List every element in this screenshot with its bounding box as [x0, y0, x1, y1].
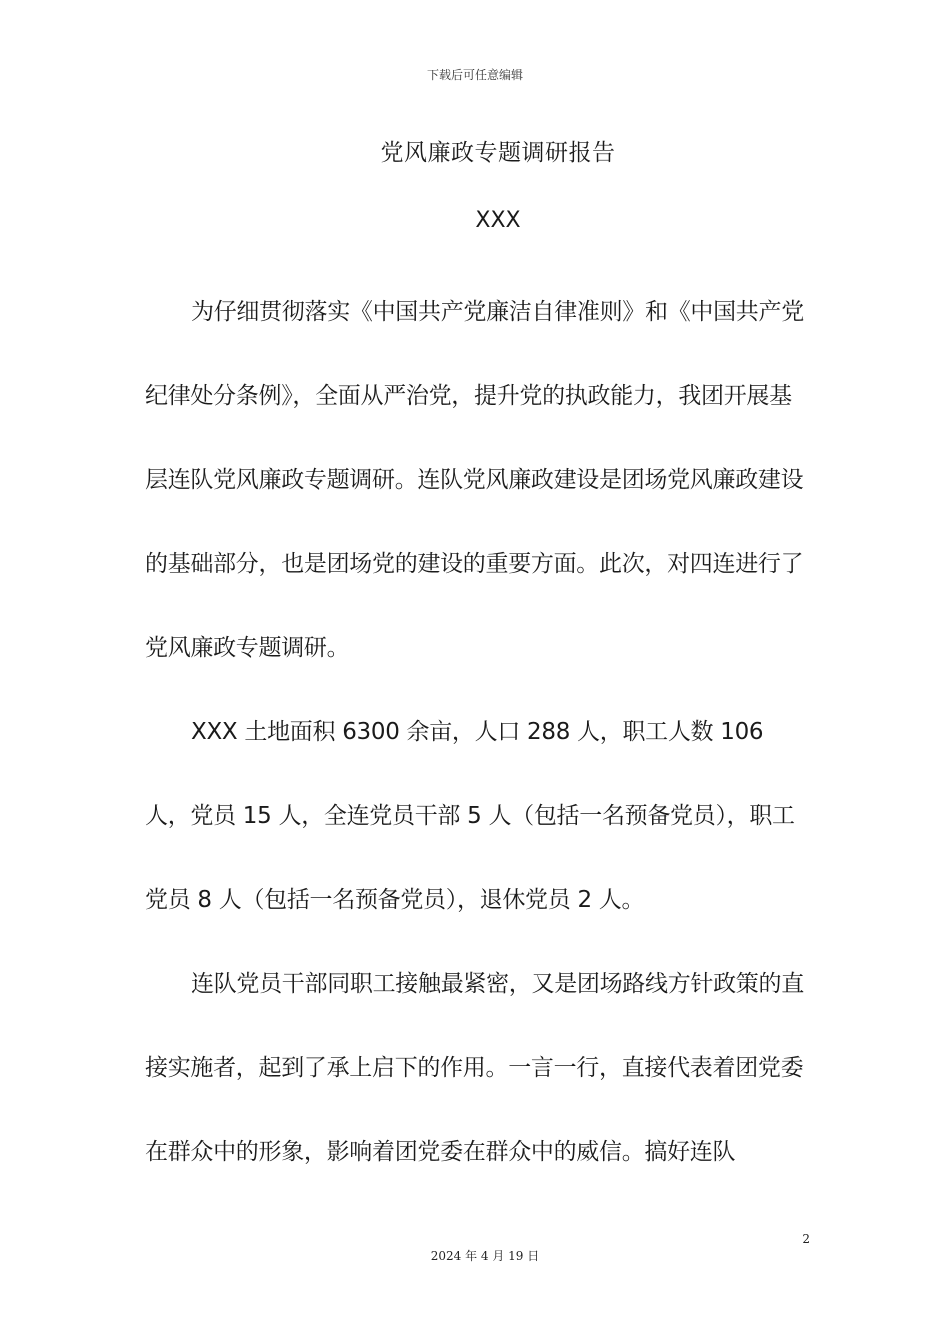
page-number: 2 — [802, 1232, 810, 1246]
paragraph-intro: 为仔细贯彻落实《中国共产党廉洁自律准则》和《中国共产党纪律处分条例》，全面从严治党，提升党的执政能力，我团开展基层连队党风廉政专题调研。连队党风廉政建设是团场党风廉政建设的基础部分，也是团场党的建设的重要方面。此次，对四连进行了党风廉政专题调研。 — [145, 299, 804, 661]
paragraph-role: 连队党员干部同职工接触最紧密，又是团场路线方针政策的直接实施者，起到了承上启下的作用。一言一行，直接代表着团党委在群众中的形象，影响着团党委在群众中的威信。搞好连队 — [145, 971, 804, 1165]
paragraph-statistics: XXX 土地面积 6300 余亩，人口 288 人，职工人数 106 人，党员 15 人，全连党员干部 5 人（包括一名预备党员），职工党员 8 人（包括一名预备党员），退休党员 2 人。 — [145, 719, 795, 913]
document-body — [145, 270, 810, 1194]
footer-date: 2024 年 4 月 19 日 — [430, 1249, 540, 1263]
document-author: XXX — [475, 208, 521, 233]
header-note: 下载后可任意编辑 — [426, 68, 523, 82]
document-title: 党风廉政专题调研报告 — [380, 140, 616, 166]
